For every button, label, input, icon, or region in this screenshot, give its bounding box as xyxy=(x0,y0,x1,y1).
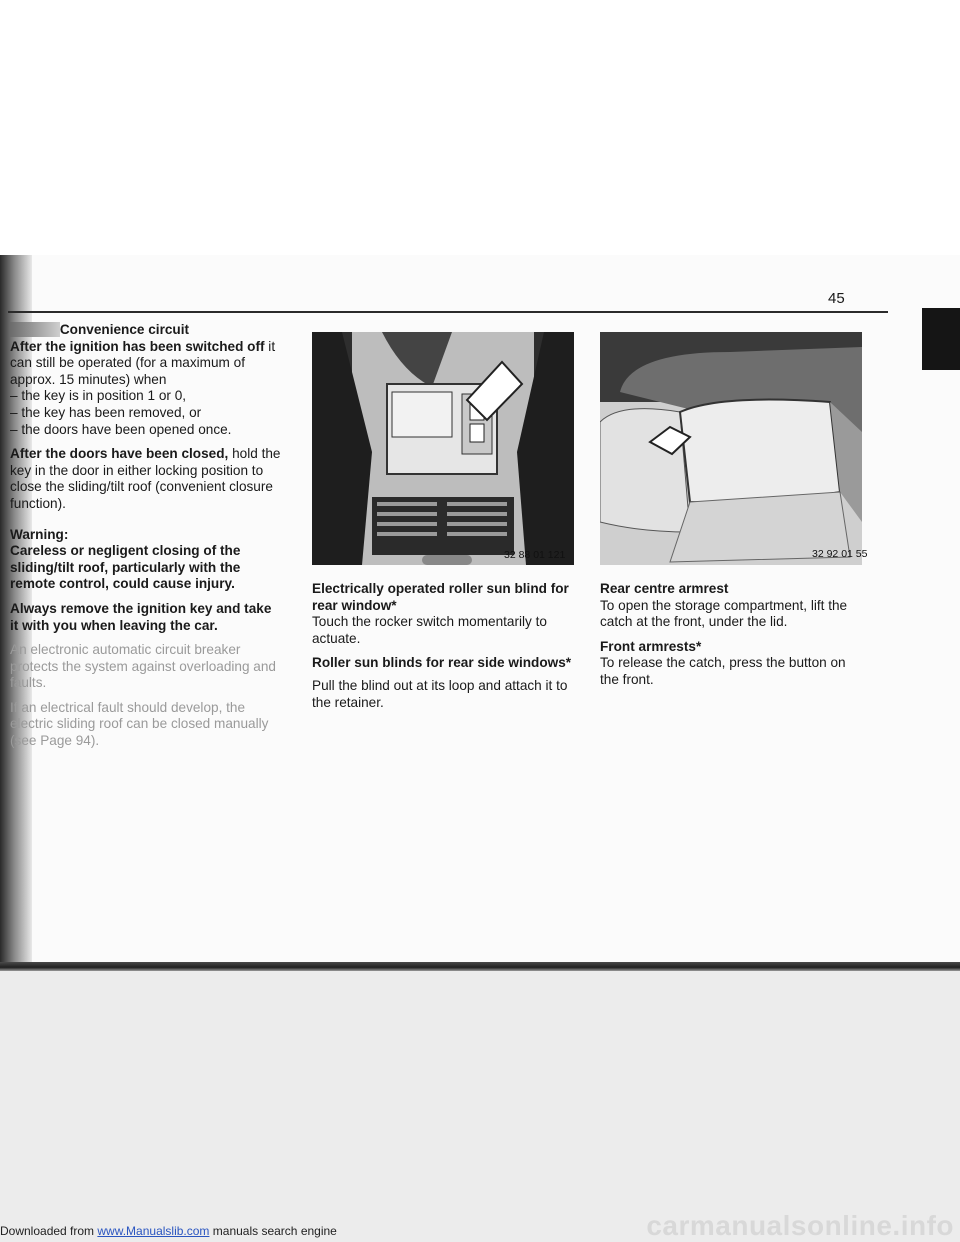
manualslib-link[interactable]: www.Manualslib.com xyxy=(97,1224,210,1238)
middle-column xyxy=(312,581,574,719)
armrest-illustration xyxy=(600,332,862,565)
section-heading: Electrically operated roller sun blind for rear window* xyxy=(312,581,569,613)
paragraph: To open the storage compartment, lift the catch at the front, under the lid. xyxy=(600,597,848,630)
warning-label: Warning: xyxy=(10,526,69,542)
right-column xyxy=(600,581,862,697)
download-footer: Downloaded from www.Manualslib.com manuals search engine xyxy=(0,1224,337,1238)
paragraph: Touch the rocker switch momentarily to actuate. xyxy=(312,614,547,646)
warning xyxy=(10,527,282,593)
warning-text: Careless or negligent closing of the sliding/tilt roof, particularly with the remote control, could cause injury. xyxy=(10,543,241,592)
site-watermark: carmanualsonline.info xyxy=(646,1210,954,1241)
header-rule xyxy=(8,311,888,313)
paragraph: After the ignition has been switched off it can still be operated (for a maximum of approx. 15 minutes) when – the key is in position 1 or 0, – the key has been removed, or – the doors have been opened once. xyxy=(10,338,276,437)
paragraph: An electronic automatic circuit breaker protects the system against overloading and faults. xyxy=(10,642,276,691)
illustration-code: 32 92 01 55 xyxy=(812,548,868,560)
paragraph: Pull the blind out at its loop and attach it to the retainer. xyxy=(312,677,568,710)
list-item: – the key has been removed, or xyxy=(10,404,202,420)
list-item: – the key is in position 1 or 0, xyxy=(10,388,187,404)
section-heading: Rear centre armrest xyxy=(600,581,729,596)
list-item: – the doors have been opened once. xyxy=(10,421,232,437)
section-heading: Convenience circuit xyxy=(10,322,282,339)
warning-text-2: Always remove the ignition key and take it with you when leaving the car. xyxy=(10,600,272,633)
page-number: 45 xyxy=(828,290,845,307)
bold-lead: After the doors have been closed, xyxy=(10,446,229,462)
warning-2 xyxy=(10,601,282,634)
paragraph: If an electrical fault should develop, the electric sliding roof can be closed manually (see Page 94). xyxy=(10,699,269,749)
console-illustration xyxy=(312,332,574,565)
thumb-index-tab xyxy=(922,308,960,370)
illustration-code: 32 88 01 121 xyxy=(504,549,566,561)
bold-lead: After the ignition has been switched off xyxy=(10,338,265,354)
paragraph: To release the catch, press the button on the front. xyxy=(600,655,846,687)
paragraph: After the doors have been closed, hold the key in the door in either locking position to close the sliding/tilt roof (convenient closure function). xyxy=(10,446,281,511)
scan-background xyxy=(0,967,960,1242)
section-heading: Front armrests* xyxy=(600,638,702,654)
section-heading: Roller sun blinds for rear side windows* xyxy=(312,655,572,671)
left-column xyxy=(10,322,282,758)
page-bottom-edge xyxy=(0,962,960,971)
